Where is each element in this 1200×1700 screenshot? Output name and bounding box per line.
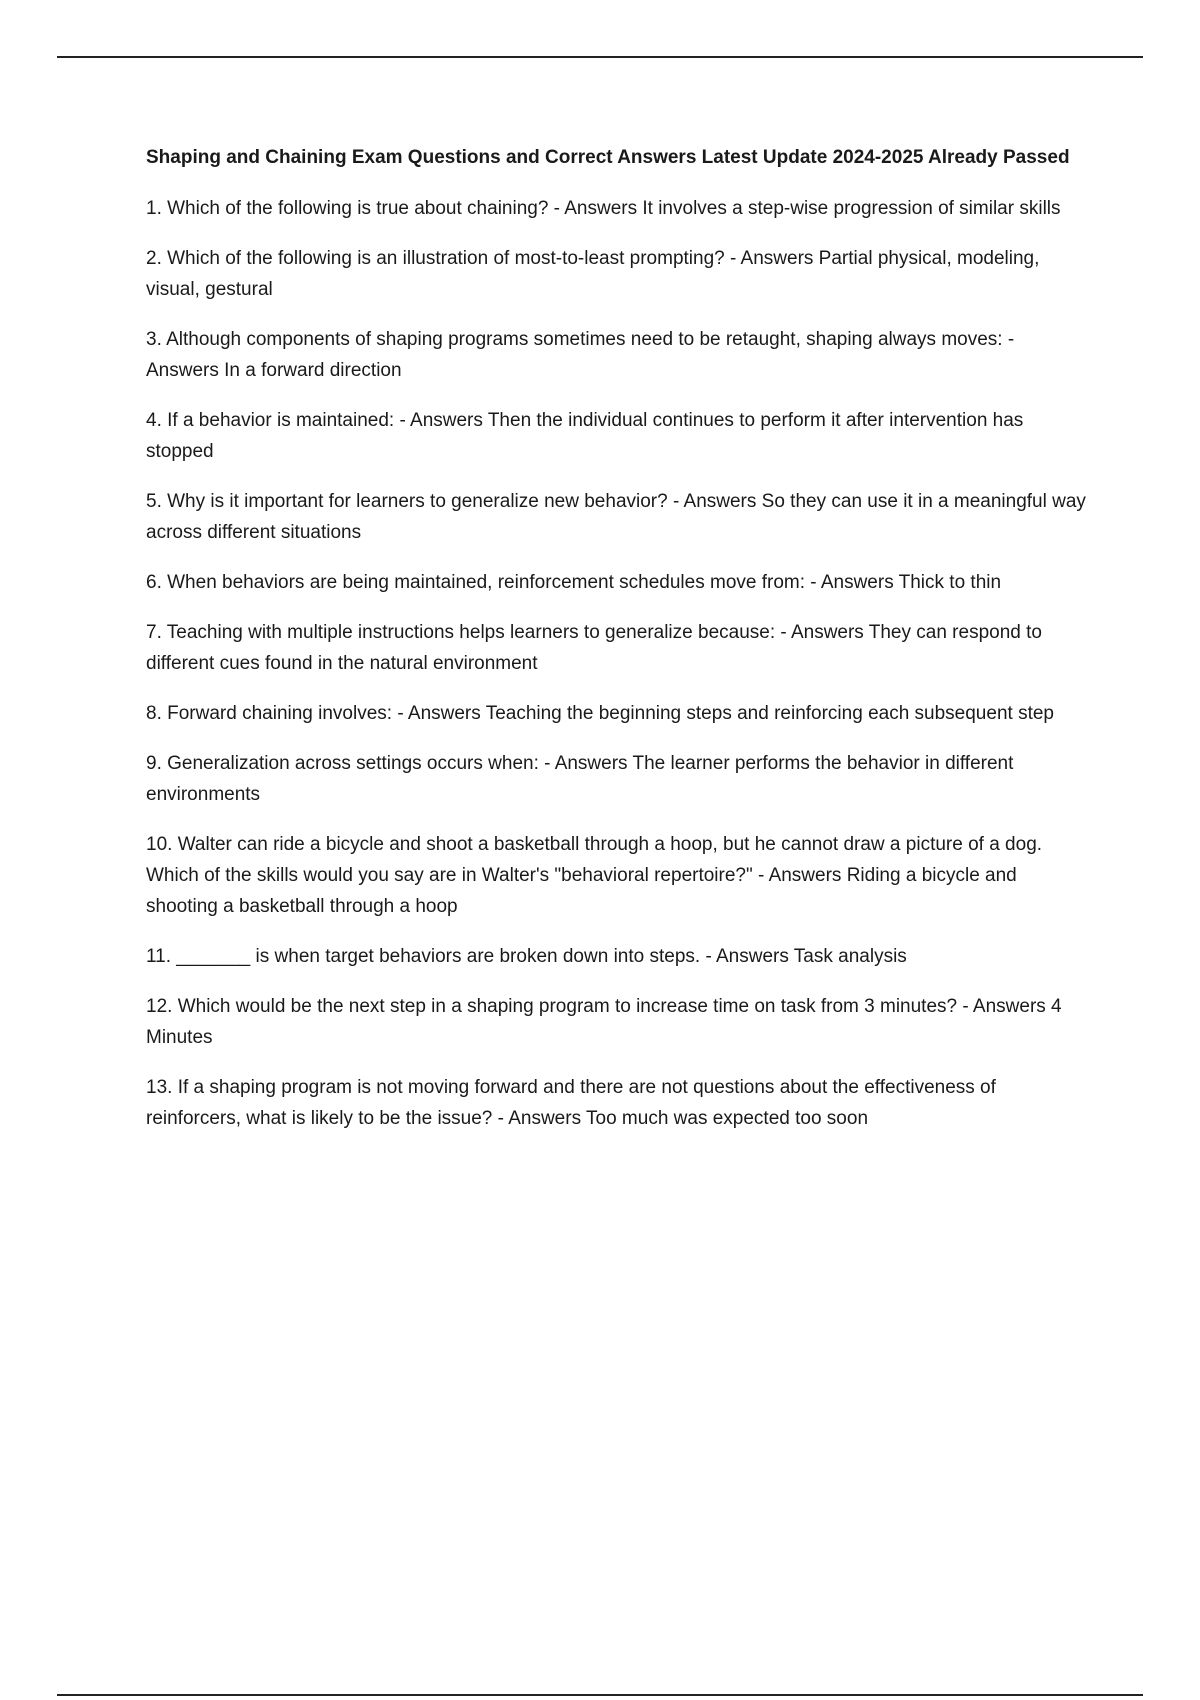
question-item: 9. Generalization across settings occurs when: - Answers The learner performs the behavior in different environments: [146, 753, 1014, 805]
question-item: 4. If a behavior is maintained: - Answers Then the individual continues to perform it after intervention has stopped: [146, 410, 1024, 462]
question-item: 3. Although components of shaping programs sometimes need to be retaught, shaping always moves: - Answers In a forward direction: [146, 329, 1015, 381]
question-item: 6. When behaviors are being maintained, reinforcement schedules move from: - Answers Thick to thin: [146, 572, 1002, 593]
document-title: Shaping and Chaining Exam Questions and Correct Answers Latest Update 2024-2025 Already Passed: [146, 147, 1070, 168]
question-item: 12. Which would be the next step in a shaping program to increase time on task from 3 minutes? - Answers 4 Minutes: [146, 996, 1062, 1048]
question-list: [146, 193, 1091, 1134]
question-item: 5. Why is it important for learners to generalize new behavior? - Answers So they can use it in a meaningful way across different situations: [146, 491, 1086, 543]
question-item: 8. Forward chaining involves: - Answers Teaching the beginning steps and reinforcing each subsequent step: [146, 703, 1054, 724]
top-rule: [57, 56, 1143, 58]
bottom-rule: [57, 1694, 1143, 1696]
question-item: 2. Which of the following is an illustration of most-to-least prompting? - Answers Partial physical, modeling, visual, gestural: [146, 248, 1040, 300]
document-body: [146, 145, 1091, 1153]
question-item: 13. If a shaping program is not moving forward and there are not questions about the effectiveness of reinforcers, what is likely to be the issue? - Answers Too much was expected too soon: [146, 1077, 996, 1129]
question-item: 10. Walter can ride a bicycle and shoot a basketball through a hoop, but he cannot draw a picture of a dog. Which of the skills would you say are in Walter's "behavioral repertoire?" - Answers Riding a bicycle and shooting a basketball through a hoop: [146, 834, 1043, 917]
question-item: 11. _______ is when target behaviors are broken down into steps. - Answers Task analysis: [146, 946, 907, 967]
question-item: 7. Teaching with multiple instructions helps learners to generalize because: - Answers They can respond to different cues found in the natural environment: [146, 622, 1042, 674]
question-item: 1. Which of the following is true about chaining? - Answers It involves a step-wise progression of similar skills: [146, 198, 1061, 219]
